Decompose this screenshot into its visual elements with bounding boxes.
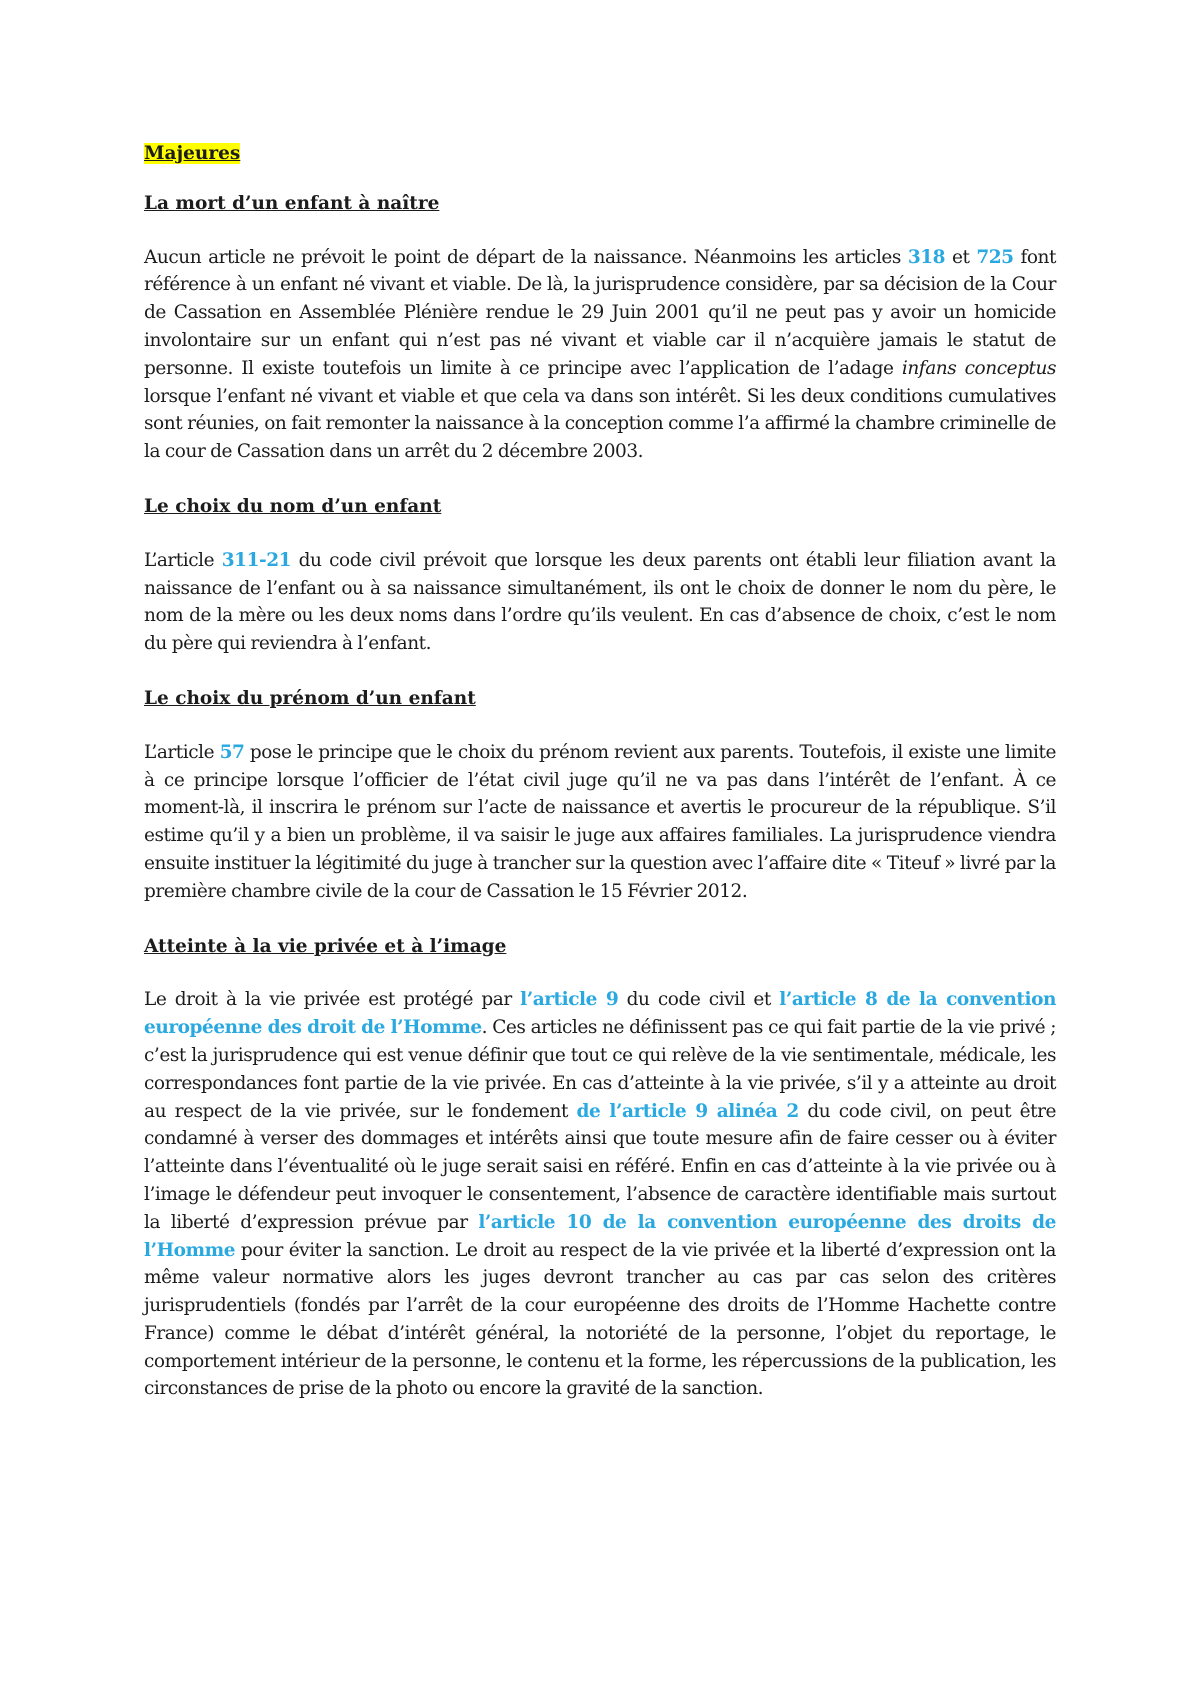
article-reference: l’article 8 de la convention européenne des droit de l’Homme: [144, 989, 1056, 1039]
text-run: L’article: [144, 549, 222, 571]
section-heading-choix-nom: Le choix du nom d’un enfant: [144, 495, 442, 517]
text-run: lorsque l’enfant né vivant et viable et que cela va dans son intérêt. Si les deux conditions cumulatives sont réunies, on fait remonter la naissance à la conception comme l’a affirmé la chambre criminelle de la cour de Cassation dans un arrêt du 2 décembre 2003.: [144, 385, 1056, 463]
text-run: L’article: [144, 741, 220, 763]
document-title: [144, 140, 1056, 168]
section-heading-vie-privee: Atteinte à la vie privée et à l’image: [144, 935, 507, 957]
text-run: font référence à un enfant né vivant et viable. De là, la jurisprudence considère, par sa décision de la Cour de Cassation en Assemblée Plénière rendue le 29 Juin 2001 qu’il ne peut pas y avoir un homicide involontaire sur un enfant qui n’est pas né vivant et viable car il n’acquière jamais le statut de personne. Il existe toutefois un limite à ce principe avec l’application de l’adage: [144, 246, 1056, 379]
article-reference: 57: [219, 741, 245, 763]
latin-adage: infans conceptus: [901, 357, 1056, 379]
text-run: Aucun article ne prévoit le point de départ de la naissance. Néanmoins les articles: [144, 246, 908, 268]
article-reference: 725: [976, 246, 1014, 268]
article-reference: 311-21: [221, 549, 292, 571]
text-run: et: [945, 246, 977, 268]
section-paragraph-mort-enfant: [144, 244, 1056, 466]
text-run: pour éviter la sanction. Le droit au respect de la vie privée et la liberté d’expression ont la même valeur normative alors les juges devront trancher au cas par cas selon des critères jurisprudentiels (fondés par l’arrêt de la cour européenne des droits de l’Homme Hachette contre France) comme le débat d’intérêt général, la notoriété de la personne, l’objet du reportage, le comportement intérieur de la personne, le contenu et la forme, les répercussions de la publication, les circonstances de prise de la photo ou encore la gravité de la sanction.: [144, 1239, 1056, 1400]
text-run: pose le principe que le choix du prénom revient aux parents. Toutefois, il existe une limite à ce principe lorsque l’officier de l’état civil juge qu’il ne va pas dans l’intérêt de l’enfant. À ce moment-là, il inscrira le prénom sur l’acte de naissance et avertis le procureur de la république. S’il estime qu’il y a bien un problème, il va saisir le juge aux affaires familiales. La jurisprudence viendra ensuite instituer la légitimité du juge à trancher sur la question avec l’affaire dite « Titeuf » livré par la première chambre civile de la cour de Cassation le 15 Février 2012.: [144, 741, 1056, 902]
text-run: du code civil, on peut être condamné à verser des dommages et intérêts ainsi que toute mesure afin de faire cesser ou à éviter l’atteinte dans l’éventualité où le juge serait saisi en référé. Enfin en cas d’atteinte à la vie privée ou à l’image le défendeur peut invoquer le consentement, l’absence de caractère identifiable mais surtout la liberté d’expression prévue par: [144, 1100, 1056, 1233]
section-heading-mort-enfant: La mort d’un enfant à naître: [144, 192, 440, 214]
text-run: du code civil et: [618, 989, 780, 1011]
section-paragraph-choix-prenom: [144, 739, 1056, 906]
document-title-text: Majeures: [144, 143, 241, 164]
document-page: [144, 140, 1056, 1430]
article-reference: 318: [907, 246, 946, 268]
text-run: . Ces articles ne définissent pas ce qui fait partie de la vie privé ; c’est la jurisprudence qui est venue définir que tout ce qui relève de la vie sentimentale, médicale, les correspondances font partie de la vie privée. En cas d’atteinte à la vie privée, s’il y a atteinte au droit au respect de la vie privée, sur le fondement: [144, 1017, 1056, 1122]
section-heading-choix-prenom: Le choix du prénom d’un enfant: [144, 687, 476, 709]
text-run: Le droit à la vie privée est protégé par: [144, 989, 521, 1011]
section-paragraph-choix-nom: [144, 547, 1056, 658]
section-paragraph-vie-privee: [144, 986, 1056, 1403]
article-reference: l’article 10 de la convention européenne des droits de l’Homme: [144, 1211, 1056, 1261]
article-reference: l’article 9: [520, 989, 619, 1011]
text-run: du code civil prévoit que lorsque les deux parents ont établi leur filiation avant la naissance de l’enfant ou à sa naissance simultanément, ils ont le choix de donner le nom du père, le nom de la mère ou les deux noms dans l’ordre qu’ils veulent. En cas d’absence de choix, c’est le nom du père qui reviendra à l’enfant.: [144, 549, 1056, 655]
article-reference: de l’article 9 alinéa 2: [576, 1100, 799, 1122]
